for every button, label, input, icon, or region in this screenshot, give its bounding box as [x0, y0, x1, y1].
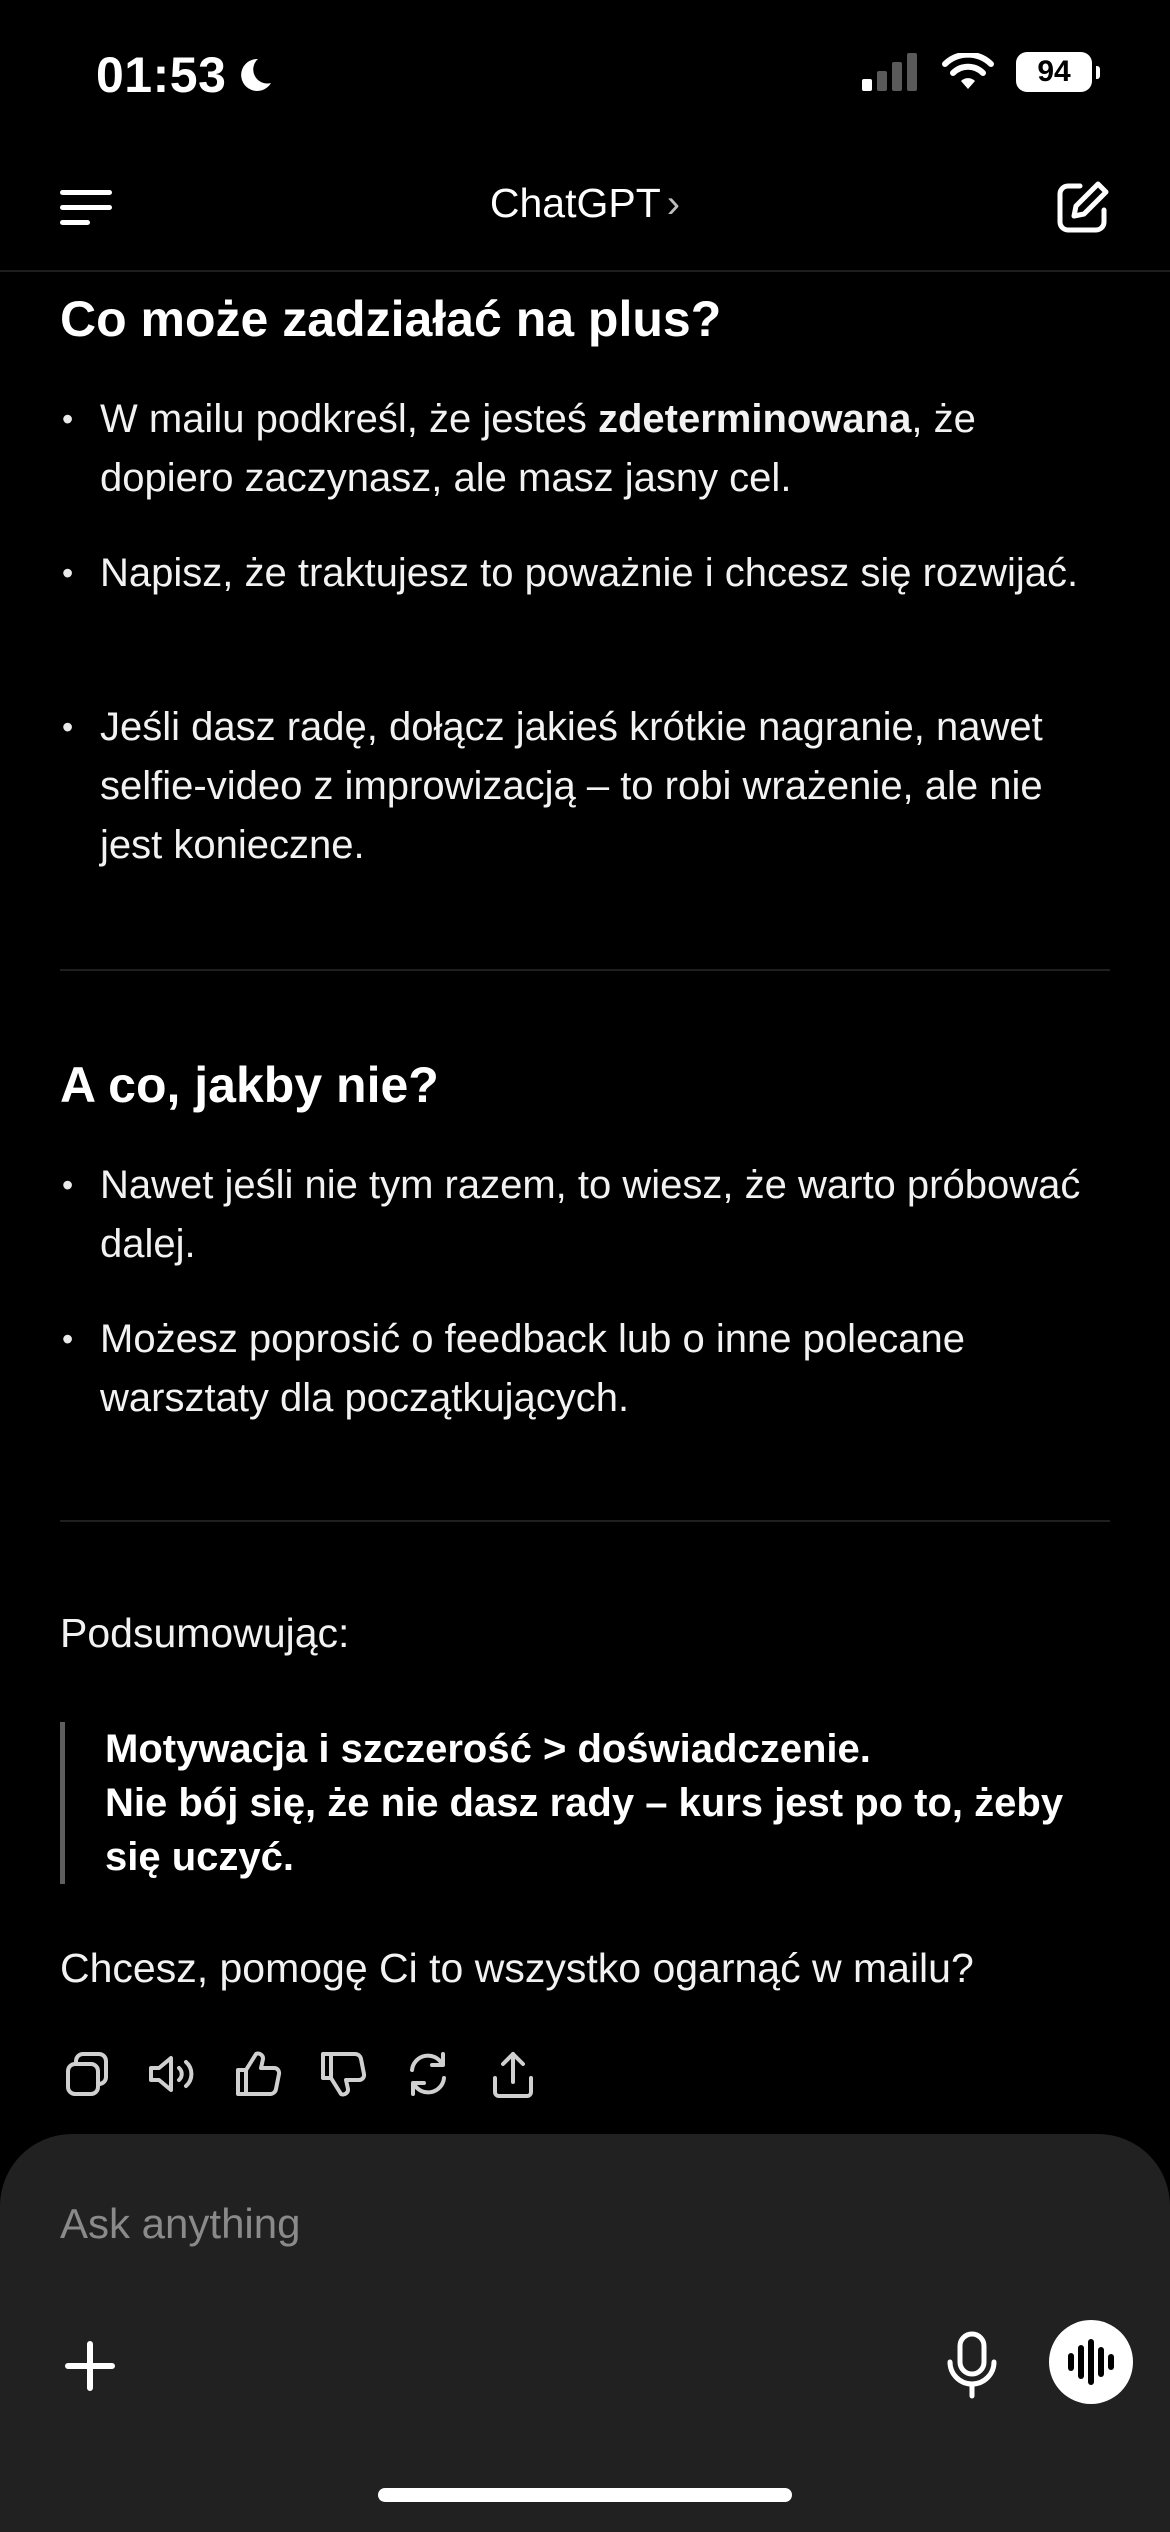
section-heading: Co może zadziałać na plus? [60, 291, 722, 347]
composer-panel [0, 2134, 1170, 2532]
new-chat-button[interactable] [1054, 178, 1112, 236]
message-input[interactable]: Ask anything [60, 2200, 301, 2247]
read-aloud-icon [145, 2046, 201, 2102]
status-time-text: 01:53 [96, 47, 227, 103]
closing-question: Chcesz, pomogę Ci to wszystko ogarnąć w mailu? [60, 1945, 974, 1991]
plus-icon [58, 2334, 122, 2398]
dictation-button[interactable] [940, 2330, 1004, 2402]
summary-label: Podsumowując: [60, 1610, 350, 1656]
list-item: • Napisz, że traktujesz to poważnie i chcesz się rozwijać. [60, 544, 1100, 603]
copy-button[interactable] [60, 2046, 116, 2102]
divider [60, 1520, 1110, 1522]
section-heading: A co, jakby nie? [60, 1057, 439, 1113]
thumbs-up-icon [230, 2046, 286, 2102]
quote-line: Motywacja i szczerość > doświadczenie. [105, 1727, 871, 1771]
battery-level: 94 [1037, 55, 1071, 88]
voice-waveform-icon [1049, 2320, 1133, 2404]
share-icon [485, 2046, 541, 2102]
thumbs-down-icon [315, 2046, 371, 2102]
microphone-icon [940, 2330, 1004, 2402]
attach-button[interactable] [58, 2334, 122, 2398]
wifi-icon [942, 53, 994, 91]
chevron-right-icon: › [666, 182, 681, 226]
voice-mode-button[interactable] [1049, 2320, 1133, 2404]
compose-icon [1054, 178, 1112, 236]
battery-indicator [1016, 52, 1092, 92]
status-indicators [862, 52, 1092, 92]
list-item: • Jeśli dasz radę, dołącz jakieś krótkie nagranie, nawet selfie-video z improwizacją – to robi wrażenie, ale nie jest konieczne. [60, 698, 1100, 875]
regenerate-button[interactable] [400, 2046, 456, 2102]
top-navigation-bar [0, 150, 1170, 272]
cellular-signal-icon [862, 53, 920, 91]
regenerate-icon [400, 2046, 456, 2102]
good-response-button[interactable] [230, 2046, 286, 2102]
quote-line: Nie bój się, że nie dasz rady – kurs jest po to, żeby się uczyć. [105, 1781, 1064, 1879]
read-aloud-button[interactable] [145, 2046, 201, 2102]
emphasis-text: zdeterminowana [597, 397, 912, 441]
divider [60, 969, 1110, 971]
copy-icon [60, 2046, 116, 2102]
moon-icon [234, 55, 274, 95]
model-selector[interactable] [0, 180, 1170, 227]
blockquote [60, 1722, 1120, 1884]
status-time [96, 46, 274, 104]
list-item: • W mailu podkreśl, że jesteś zdeterminowana, że dopiero zaczynasz, ale masz jasny cel. [60, 390, 1100, 508]
list-item: • Nawet jeśli nie tym razem, to wiesz, że warto próbować dalej. [60, 1156, 1100, 1274]
home-indicator[interactable] [378, 2488, 792, 2502]
model-title: ChatGPT [489, 180, 661, 226]
bad-response-button[interactable] [315, 2046, 371, 2102]
list-item: • Możesz poprosić o feedback lub o inne polecane warsztaty dla początkujących. [60, 1310, 1100, 1428]
message-actions [60, 2046, 541, 2102]
share-button[interactable] [485, 2046, 541, 2102]
